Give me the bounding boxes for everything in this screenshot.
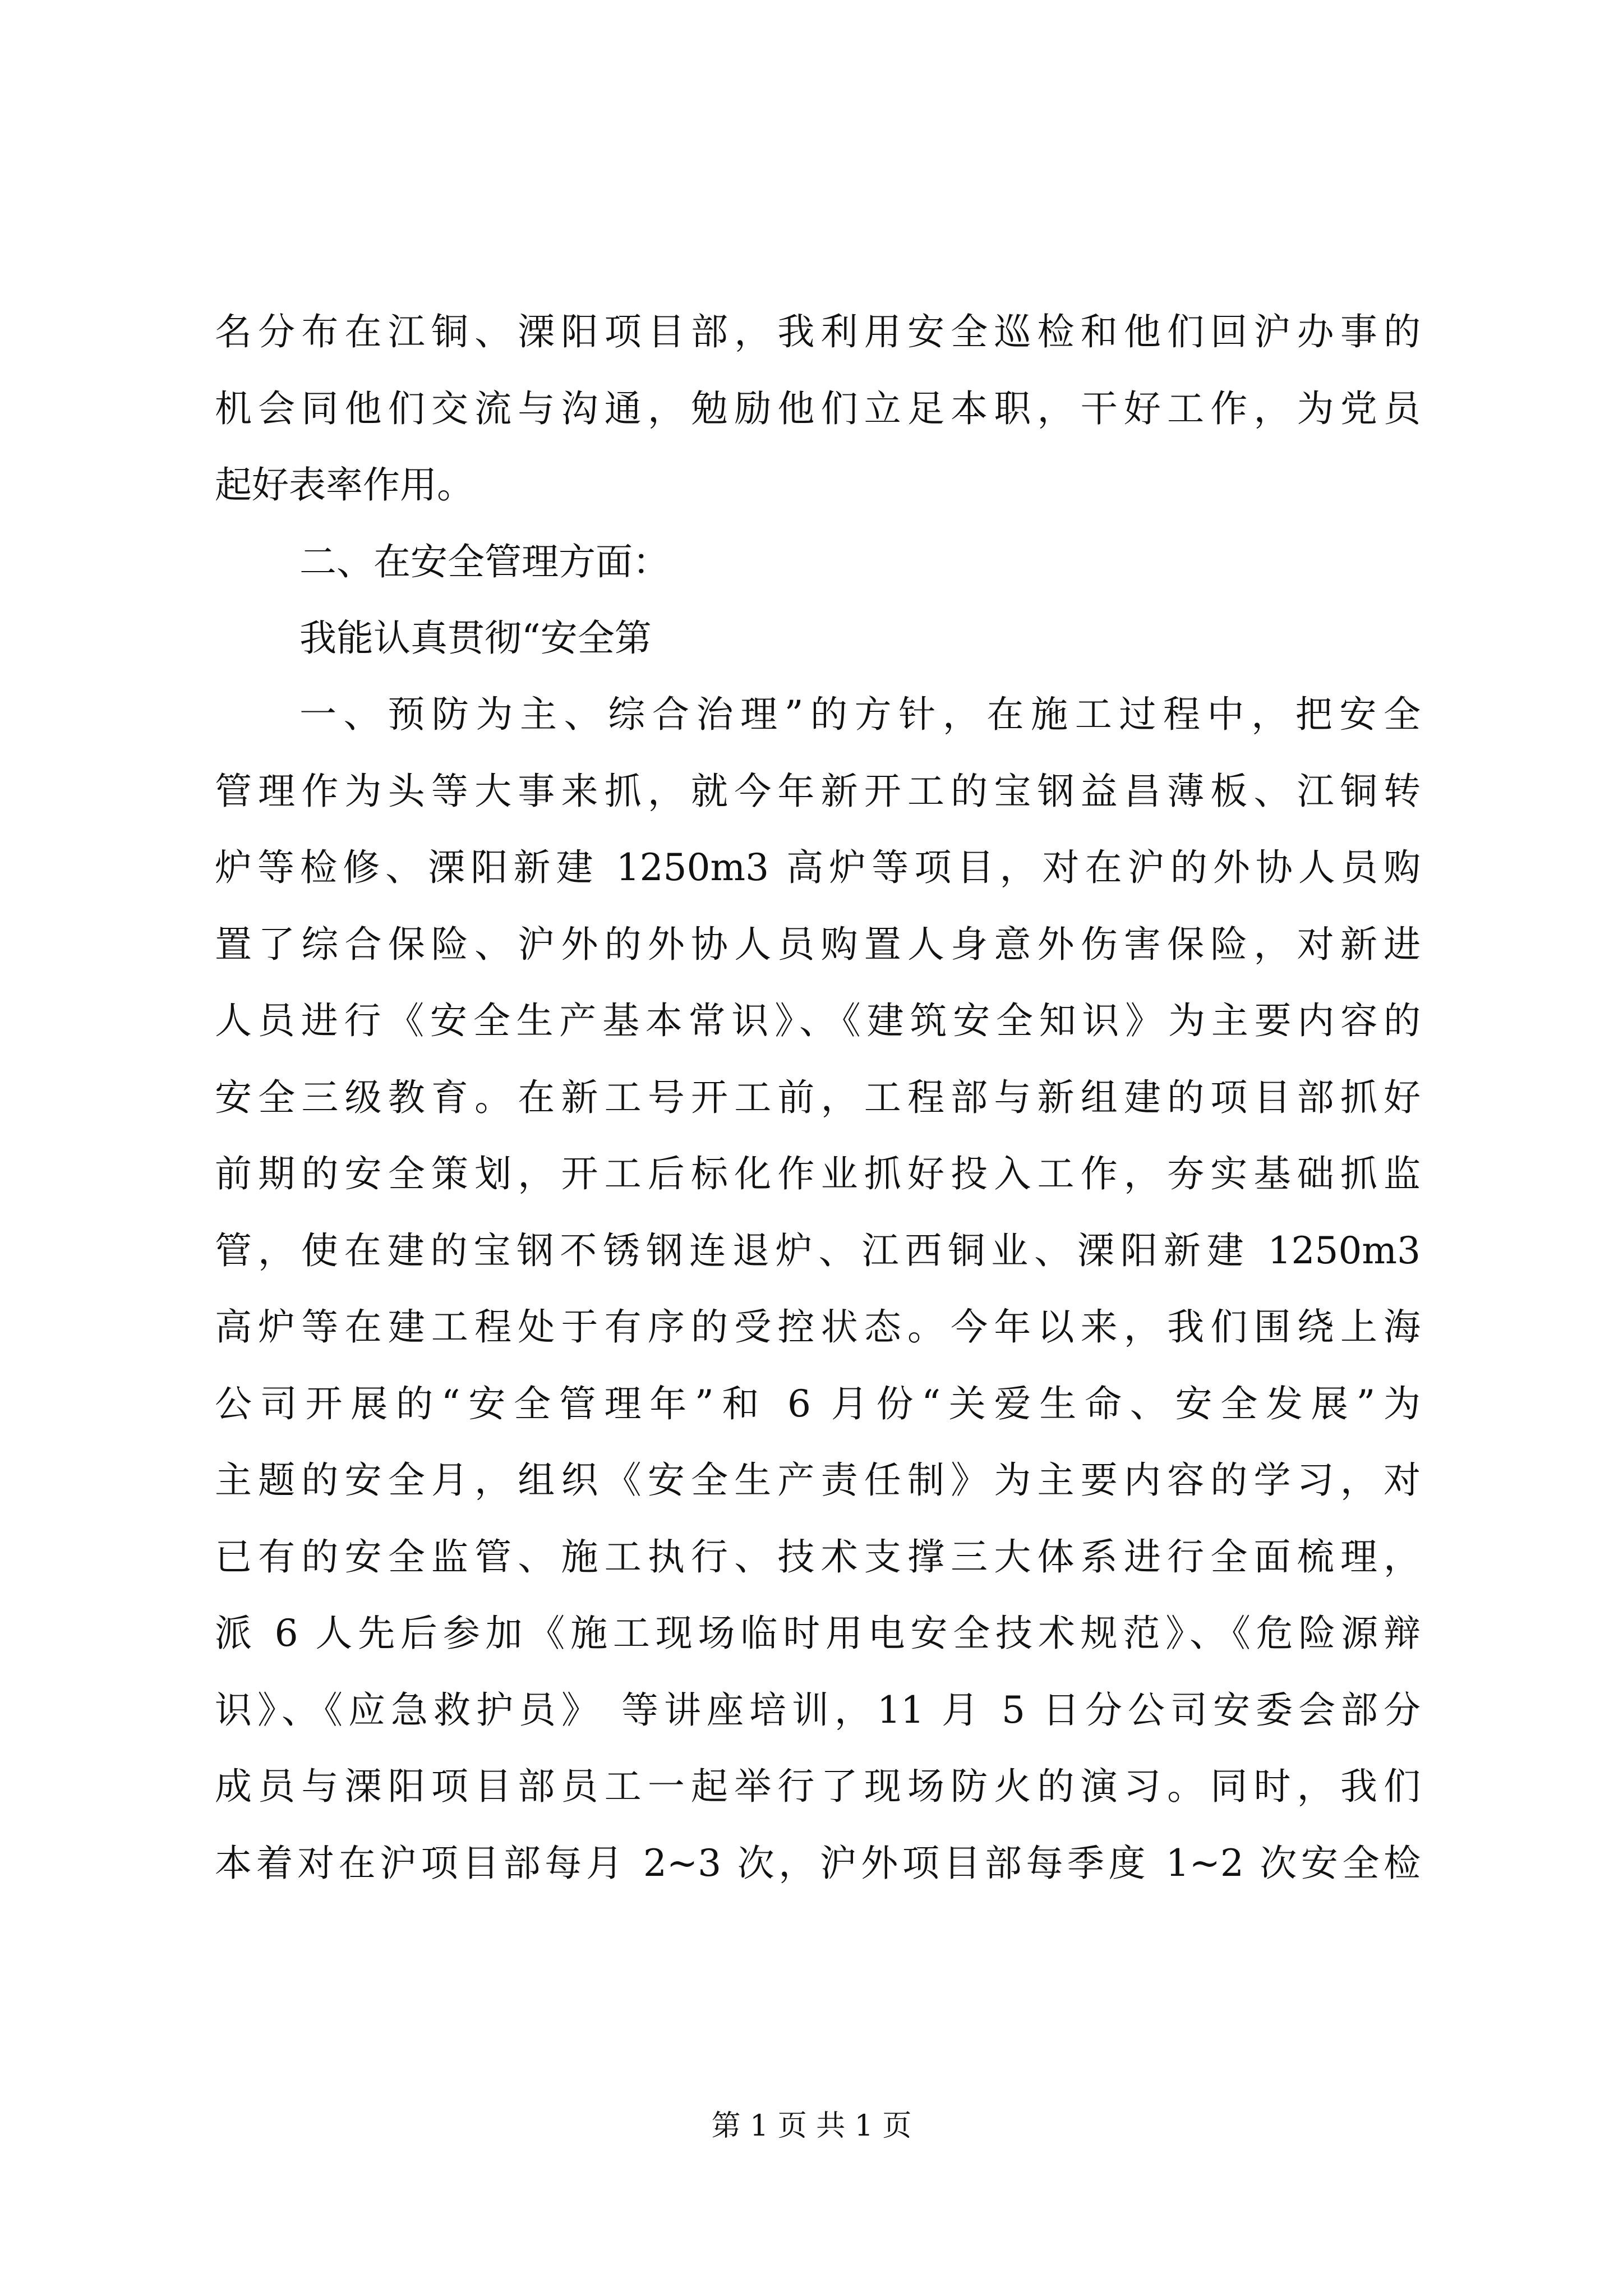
paragraph-line: 成员与溧阳项目部员工一起举行了现场防火的演习。同时，我们 <box>215 1765 1421 1808</box>
paragraph-line: 已有的安全监管、施工执行、技术支撑三大体系进行全面梳理， <box>215 1535 1421 1579</box>
paragraph-line: 派 6 人先后参加《施工现场临时用电安全技术规范》、《危险源辩 <box>215 1612 1421 1655</box>
paragraph-line: 前期的安全策划，开工后标化作业抓好投入工作，夯实基础抓监 <box>215 1152 1421 1195</box>
paragraph-line: 人员进行《安全生产基本常识》、《建筑安全知识》为主要内容的 <box>215 999 1421 1042</box>
paragraph-line: 本着对在沪项目部每月 2~3 次，沪外项目部每季度 1~2 次安全检 <box>215 1842 1421 1885</box>
paragraph-line: 名分布在江铜、溧阳项目部，我利用安全巡检和他们回沪办事的 <box>215 310 1421 353</box>
paragraph-line: 管，使在建的宝钢不锈钢连退炉、江西铜业、溧阳新建 1250m3 <box>215 1229 1421 1272</box>
paragraph-line: 识》、《应急救护员》 等讲座培训，11 月 5 日分公司安委会部分 <box>215 1688 1421 1732</box>
paragraph-line: 安全三级教育。在新工号开工前，工程部与新组建的项目部抓好 <box>215 1076 1421 1119</box>
paragraph-line: 高炉等在建工程处于有序的受控状态。今年以来，我们围绕上海 <box>215 1305 1421 1349</box>
paragraph-line: 一、预防为主、综合治理”的方针，在施工过程中，把安全 <box>299 693 1421 736</box>
paragraph-line: 我能认真贯彻“安全第 <box>299 616 652 660</box>
paragraph-line: 机会同他们交流与沟通，勉励他们立足本职，干好工作，为党员 <box>215 387 1421 430</box>
paragraph-line: 置了综合保险、沪外的外协人员购置人身意外伤害保险，对新进 <box>215 923 1421 966</box>
paragraph-line: 起好表率作用。 <box>215 463 474 507</box>
paragraph-line: 炉等检修、溧阳新建 1250m3 高炉等项目，对在沪的外协人员购 <box>215 846 1421 889</box>
section-heading: 二、在安全管理方面： <box>299 540 670 583</box>
paragraph-line: 管理作为头等大事来抓，就今年新开工的宝钢益昌薄板、江铜转 <box>215 770 1421 813</box>
paragraph-line: 公司开展的“安全管理年”和 6 月份“关爱生命、安全发展”为 <box>215 1382 1421 1425</box>
paragraph-line: 主题的安全月，组织《安全生产责任制》为主要内容的学习，对 <box>215 1458 1421 1502</box>
page-footer: 第 1 页 共 1 页 <box>711 2109 912 2143</box>
